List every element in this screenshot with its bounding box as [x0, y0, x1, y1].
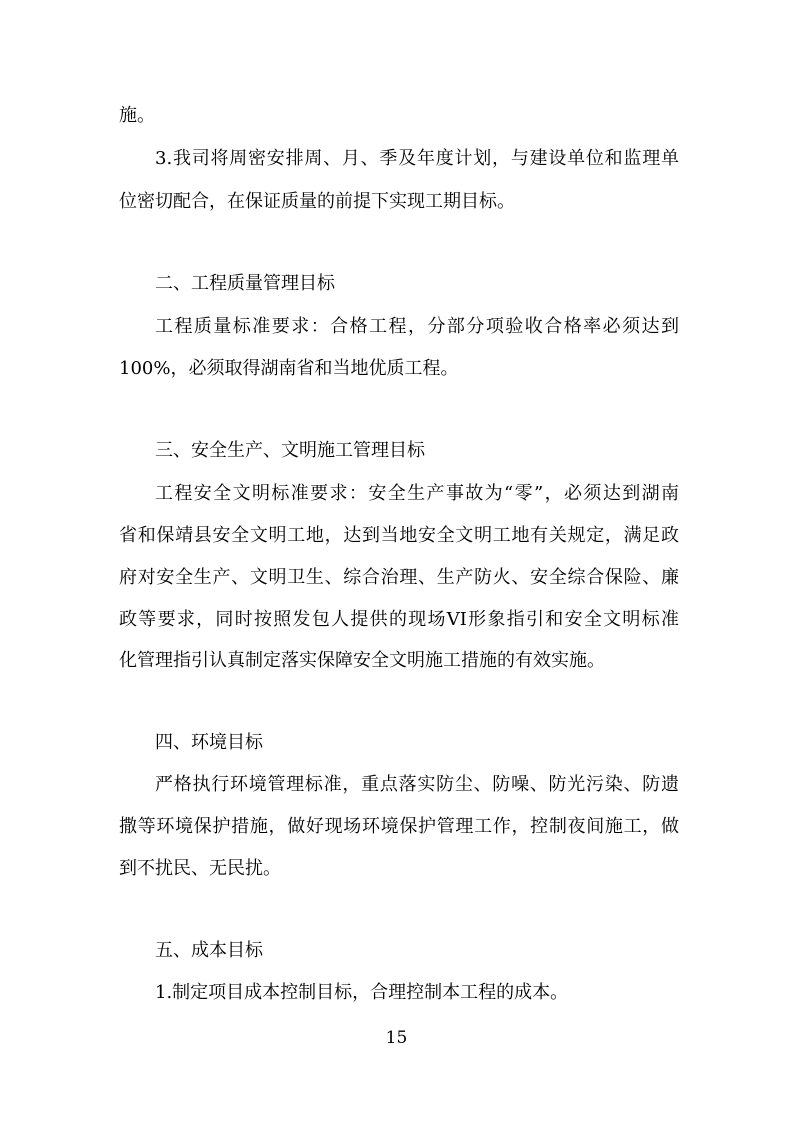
- paragraph-line: 严格执行环境管理标准，重点落实防尘、防噪、防光污染、防遗: [155, 774, 679, 795]
- paragraph-line: 工程质量标准要求：合格工程，分部分项验收合格率必须达到: [155, 316, 679, 337]
- paragraph-line: 政等要求，同时按照发包人提供的现场VI形象指引和安全文明标准: [119, 609, 679, 630]
- page-number: 15: [385, 1028, 408, 1048]
- paragraph-line: 省和保靖县安全文明工地，达到当地安全文明工地有关规定，满足政: [119, 525, 679, 546]
- section-heading: 五、成本目标: [155, 940, 263, 961]
- section-heading: 二、工程质量管理目标: [155, 273, 335, 294]
- section-heading: 四、环境目标: [155, 732, 263, 753]
- paragraph-line: 施。: [119, 105, 155, 126]
- paragraph-line: 府对安全生产、文明卫生、综合治理、生产防火、安全综合保险、廉: [119, 567, 679, 588]
- paragraph-line: 撒等环境保护措施，做好现场环境保护管理工作，控制夜间施工，做: [119, 816, 679, 837]
- paragraph-line: 工程安全文明标准要求：安全生产事故为“零”，必须达到湖南: [155, 483, 679, 504]
- paragraph-line: 到不扰民、无民扰。: [119, 858, 281, 879]
- paragraph-line: 位密切配合，在保证质量的前提下实现工期目标。: [119, 191, 515, 212]
- paragraph-line: 3.我司将周密安排周、月、季及年度计划，与建设单位和监理单: [155, 148, 679, 169]
- paragraph-line: 化管理指引认真制定落实保障安全文明施工措施的有效实施。: [119, 650, 605, 671]
- paragraph-line: 100%，必须取得湖南省和当地优质工程。: [119, 358, 459, 379]
- paragraph-line: 1.制定项目成本控制目标，合理控制本工程的成本。: [155, 982, 569, 1003]
- section-heading: 三、安全生产、文明施工管理目标: [155, 440, 425, 461]
